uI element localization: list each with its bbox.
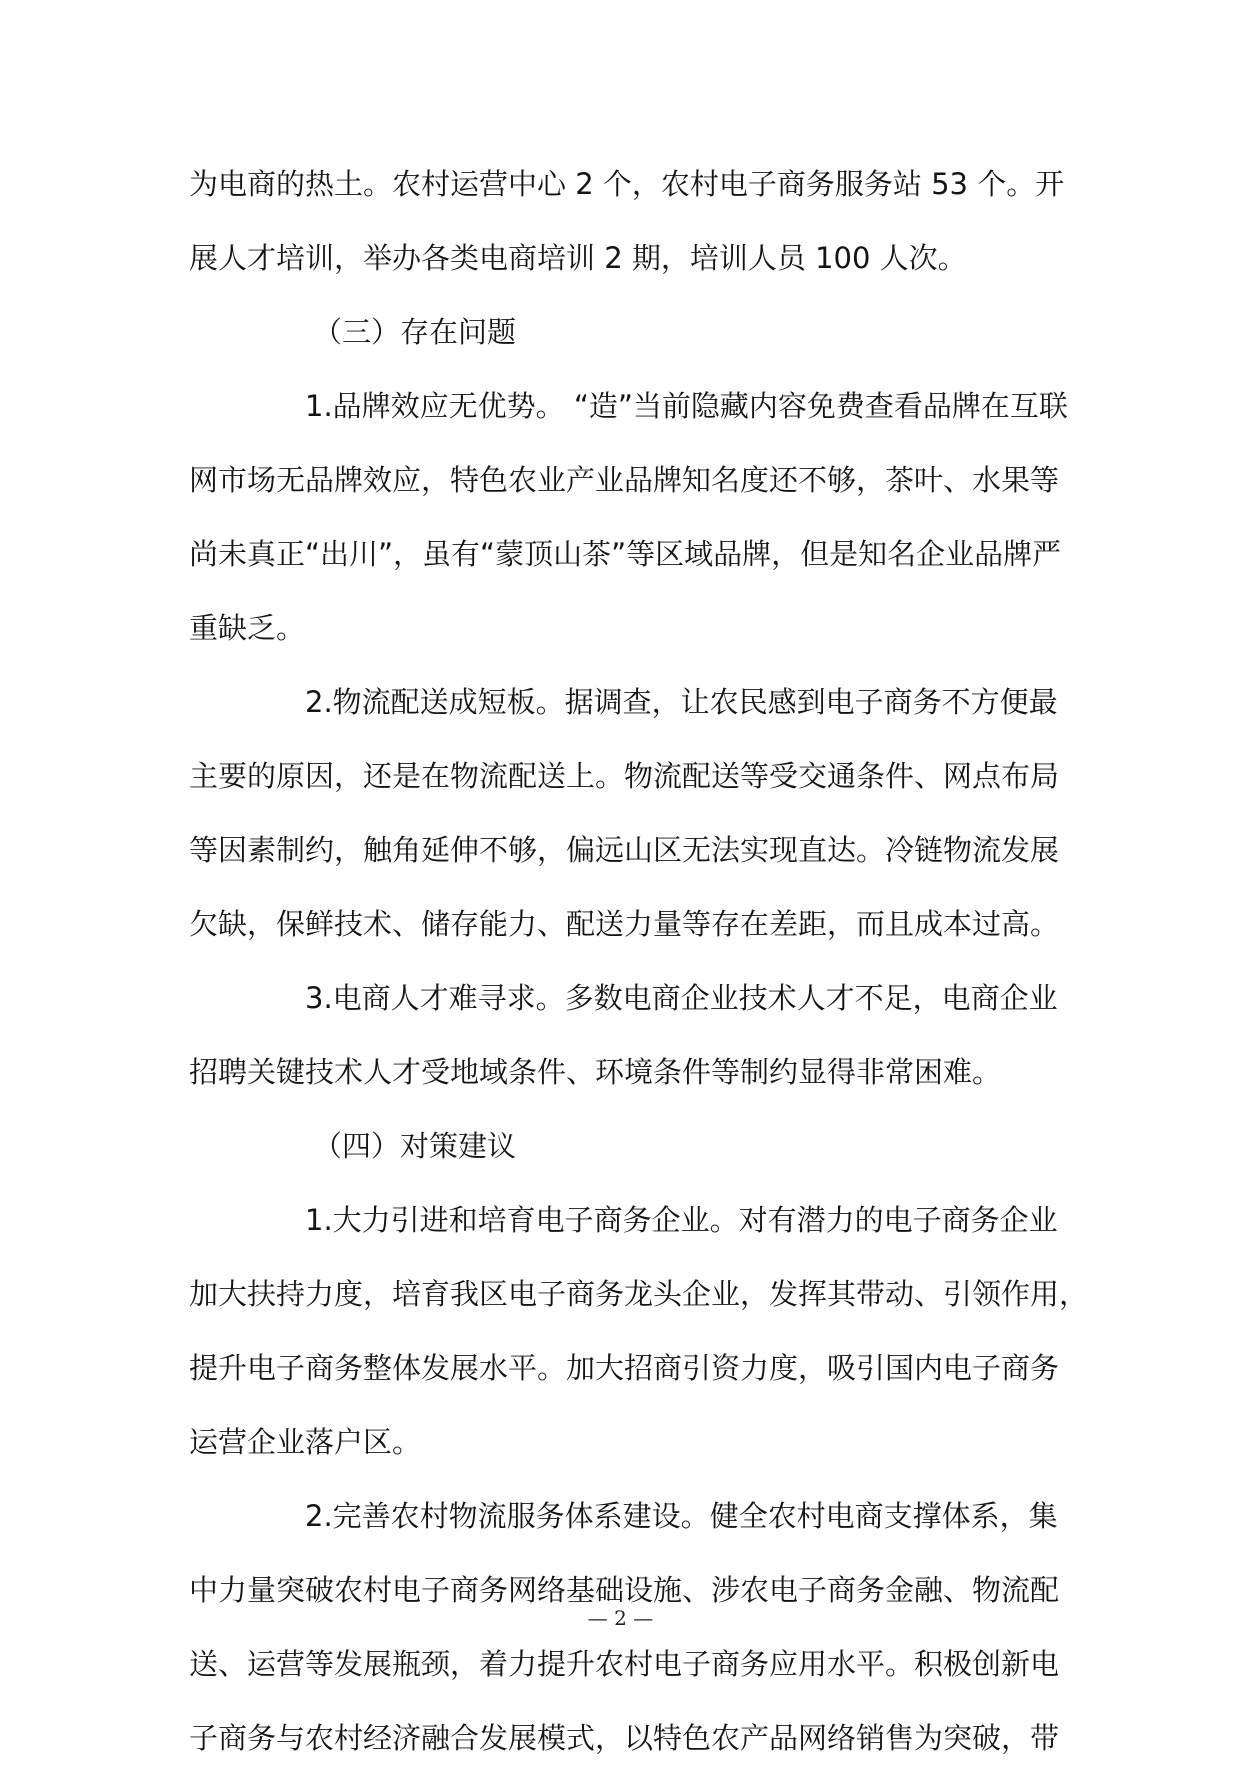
text-line: 3.电商人才难寻求。多数电商企业技术人才不足，电商企业 xyxy=(305,981,1058,1015)
text-line: 子商务与农村经济融合发展模式，以特色农产品网络销售为突破，带 xyxy=(189,1721,1060,1755)
document-body xyxy=(189,154,1089,1782)
text-line: 1.品牌效应无优势。 “造”当前隐藏内容免费查看品牌在互联 xyxy=(305,389,1068,423)
text-line: 2.完善农村物流服务体系建设。健全农村电商支撑体系，集 xyxy=(305,1499,1058,1533)
text-line: 2.物流配送成短板。据调查，让农民感到电子商务不方便最 xyxy=(305,685,1058,719)
text-line: 招聘关键技术人才受地域条件、环境条件等制约显得非常困难。 xyxy=(189,1055,1002,1089)
section-heading: （三）存在问题 xyxy=(313,315,517,349)
page-number: — 2 — xyxy=(587,1606,654,1630)
text-line: 为电商的热土。农村运营中心 2 个，农村电子商务服务站 53 个。开 xyxy=(189,167,1065,201)
text-line: 欠缺，保鲜技术、储存能力、配送力量等存在差距，而且成本过高。 xyxy=(189,907,1060,941)
text-line: 运营企业落户区。 xyxy=(189,1425,422,1459)
text-line: 主要的原因，还是在物流配送上。物流配送等受交通条件、网点布局 xyxy=(189,759,1060,793)
text-line: 1.大力引进和培育电子商务企业。对有潜力的电子商务企业 xyxy=(305,1203,1058,1237)
section-heading: （四）对策建议 xyxy=(313,1129,517,1163)
text-line: 重缺乏。 xyxy=(189,611,306,645)
text-line: 提升电子商务整体发展水平。加大招商引资力度，吸引国内电子商务 xyxy=(189,1351,1060,1385)
text-line: 加大扶持力度，培育我区电子商务龙头企业，发挥其带动、引领作用， xyxy=(189,1277,1089,1311)
text-line: 等因素制约，触角延伸不够，偏远山区无法实现直达。冷链物流发展 xyxy=(189,833,1060,867)
text-line: 展人才培训，举办各类电商培训 2 期，培训人员 100 人次。 xyxy=(189,241,967,275)
text-line: 送、运营等发展瓶颈，着力提升农村电子商务应用水平。积极创新电 xyxy=(189,1647,1060,1681)
text-line: 网市场无品牌效应，特色农业产业品牌知名度还不够，茶叶、水果等 xyxy=(189,463,1060,497)
text-line: 中力量突破农村电子商务网络基础设施、涉农电子商务金融、物流配 xyxy=(189,1573,1060,1607)
text-line: 尚未真正“出川”，虽有“蒙顶山茶”等区域品牌，但是知名企业品牌严 xyxy=(189,537,1062,571)
